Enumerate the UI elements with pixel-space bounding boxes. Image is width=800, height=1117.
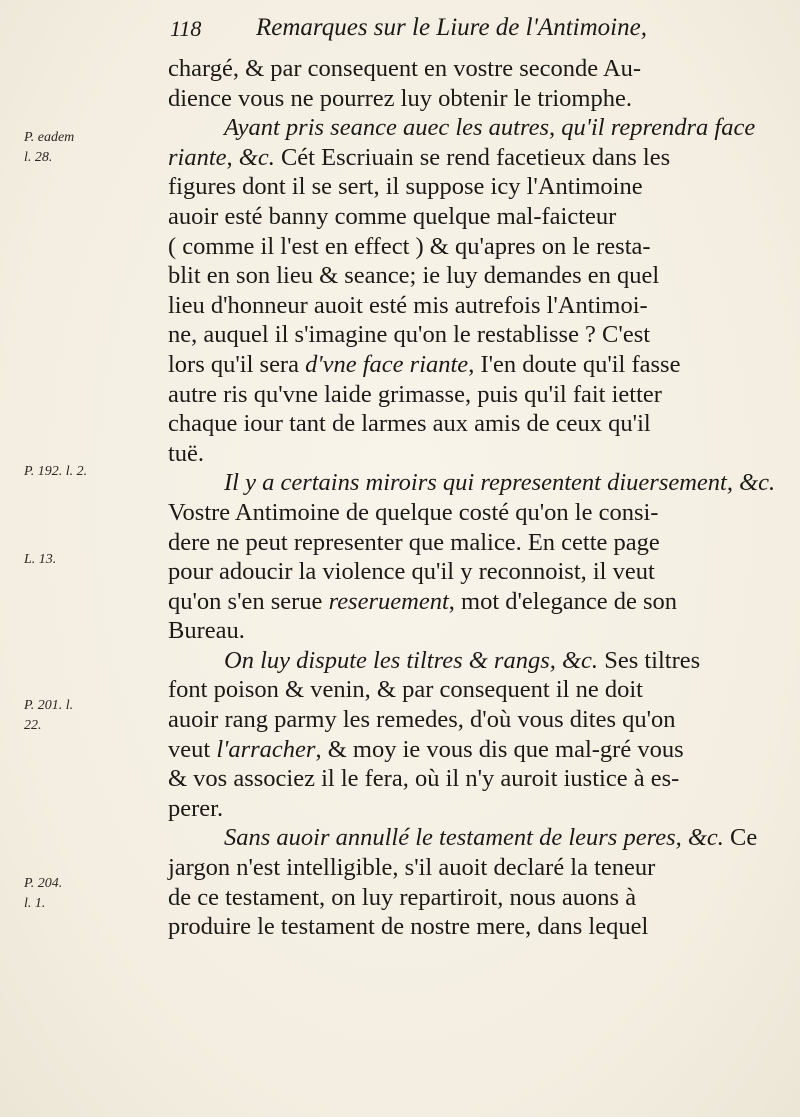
margin-note-4-line2: 22.	[24, 718, 42, 733]
text-line: ne, auquel il s'imagine qu'on le restablisse ? C'est	[168, 321, 651, 349]
text-line: Vostre Antimoine de quelque costé qu'on le consi-	[168, 498, 659, 526]
text-line: On luy dispute les tiltres & rangs, &c. Ses tiltres	[224, 646, 701, 674]
text-line: Sans auoir annullé le testament de leurs peres, &c. Ce	[224, 824, 758, 852]
text-line: chaque iour tant de larmes aux amis de ceux qu'il	[168, 410, 651, 438]
text-line: riante, &c. Cét Escriuain se rend facetieux dans les	[168, 143, 671, 171]
running-title: Remarques sur le Liure de l'Antimoine,	[256, 14, 647, 41]
margin-note-4-line1: P. 201. l.	[24, 698, 74, 713]
page-header	[170, 14, 730, 46]
text-line: lors qu'il sera d'vne face riante, I'en doute qu'il fasse	[168, 350, 681, 378]
text-line: veut l'arracher, & moy ie vous dis que mal-gré vous	[168, 735, 684, 763]
margin-note-5-line1: P. 204.	[24, 876, 63, 891]
text-line: auoir esté banny comme quelque mal-faicteur	[168, 202, 617, 230]
text-line: figures dont il se sert, il suppose icy l'Antimoine	[168, 173, 643, 201]
text-line: Ayant pris seance auec les autres, qu'il reprendra face	[224, 114, 756, 142]
margin-note-1	[24, 128, 98, 168]
margin-note-5-line2: l. 1.	[24, 896, 46, 911]
text-line: font poison & venin, & par consequent il ne doit	[168, 676, 643, 704]
text-line: Bureau.	[168, 617, 245, 645]
text-line: lieu d'honneur auoit esté mis autrefois l'Antimoi-	[168, 291, 648, 319]
text-line: auoir rang parmy les remedes, d'où vous dites qu'on	[168, 706, 676, 734]
text-line: autre ris qu'vne laide grimasse, puis qu'il fait ietter	[168, 380, 662, 408]
text-line: chargé, & par consequent en vostre seconde Au-	[168, 55, 642, 82]
text-line: dere ne peut representer que malice. En cette page	[168, 528, 660, 556]
text-line: tuë.	[168, 439, 205, 467]
margin-note-3	[24, 550, 98, 570]
text-line: Il y a certains miroirs qui representent diuersement, &c.	[224, 469, 776, 497]
text-line: & vos associez il le fera, où il n'y auroit iustice à es-	[168, 765, 680, 793]
body-text	[168, 54, 776, 942]
margin-note-1-line2: l. 28.	[24, 150, 53, 165]
text-line: produire le testament de nostre mere, dans lequel	[168, 913, 649, 941]
margin-note-1-line1: P. eadem	[24, 130, 75, 145]
margin-note-2-line1: P. 192. l. 2.	[24, 464, 88, 479]
text-line: blit en son lieu & seance; ie luy demandes en quel	[168, 262, 660, 290]
margin-note-4	[24, 696, 98, 736]
margin-note-2	[24, 462, 98, 482]
text-line: jargon n'est intelligible, s'il auoit declaré la teneur	[168, 854, 656, 882]
text-line: ( comme il l'est en effect ) & qu'apres on le resta-	[168, 232, 651, 260]
margin-note-5	[24, 874, 98, 914]
text-line: de ce testament, on luy repartiroit, nous auons à	[168, 883, 637, 911]
text-line: pour adoucir la violence qu'il y reconnoist, il veut	[168, 558, 655, 586]
margin-note-3-line1: L. 13.	[24, 552, 57, 567]
text-line: perer.	[168, 794, 224, 822]
text-line: dience vous ne pourrez luy obtenir le triomphe.	[168, 84, 632, 112]
text-line: qu'on s'en serue reseruement, mot d'elegance de son	[168, 587, 678, 615]
page-number: 118	[170, 16, 202, 41]
